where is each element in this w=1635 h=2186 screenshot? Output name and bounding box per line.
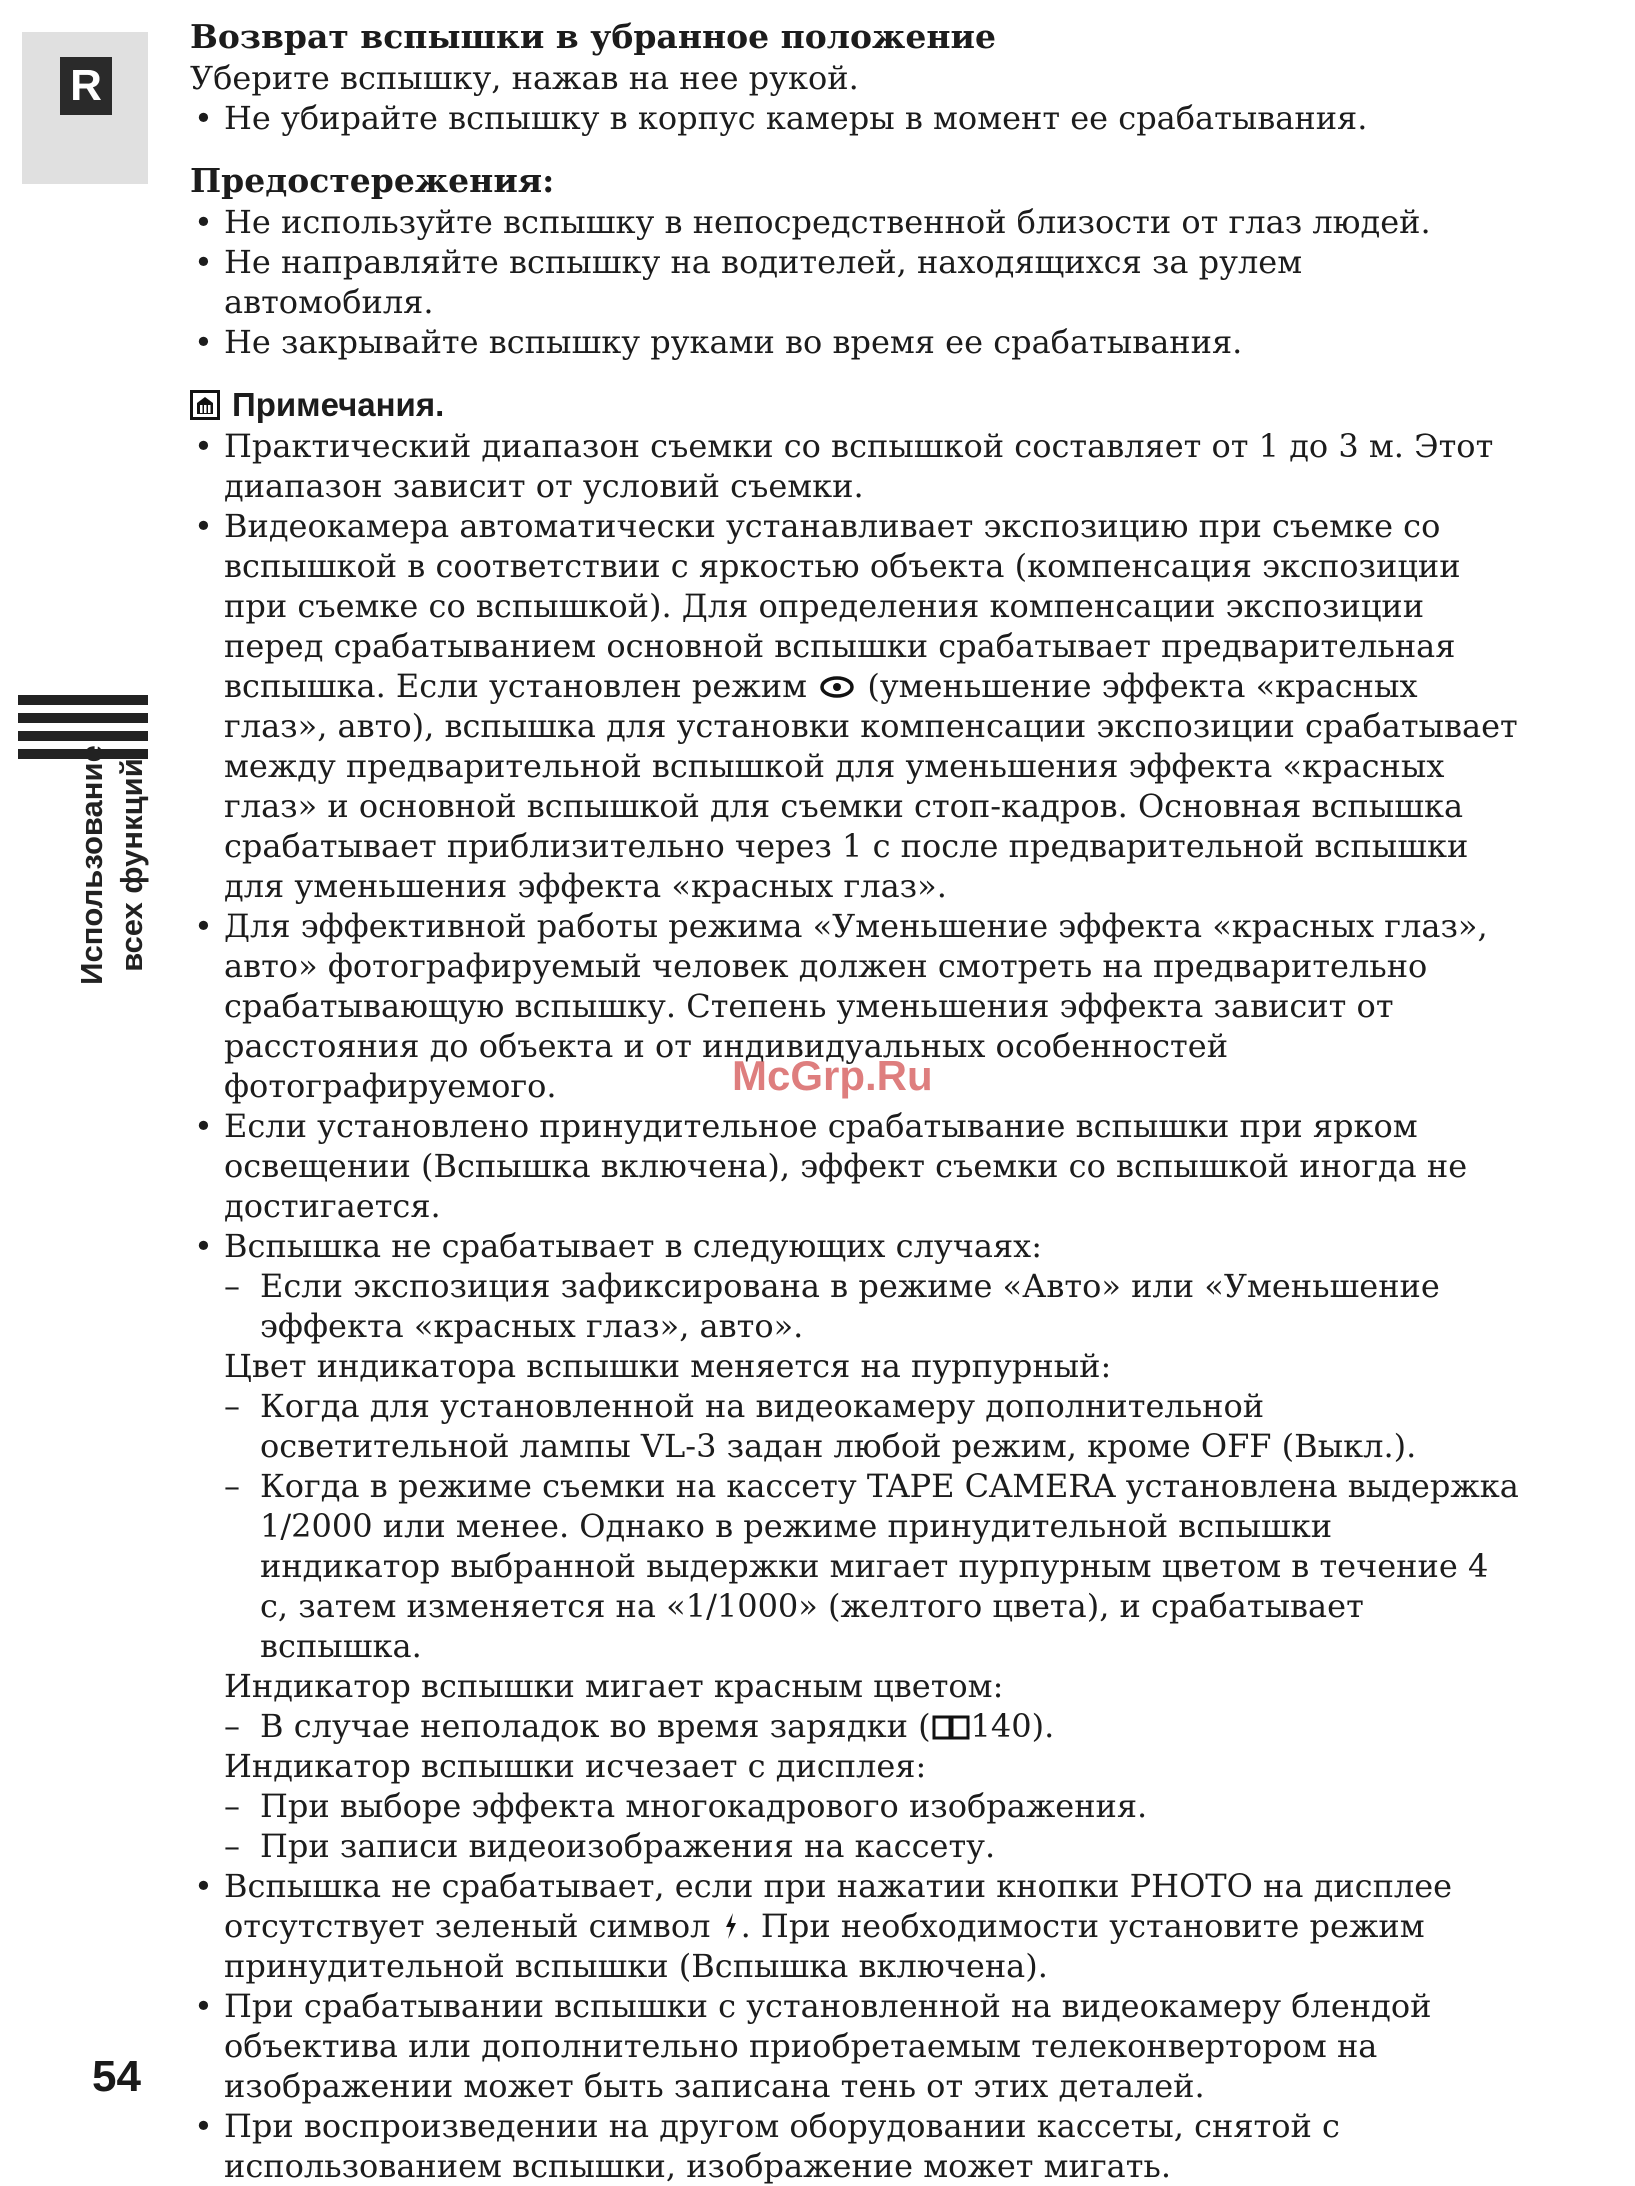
note-item: • При воспроизведении на другом оборудовании кассеты, снятой с использованием вспышки, изображение может мигать. [190, 2106, 1520, 2186]
note-subitem: – Когда в режиме съемки на кассету TAPE CAMERA установлена выдержка 1/2000 или менее. Однако в режиме принудительной вспышки индикатор выбранной выдержки мигает пурпурным цветом в течение 4 с, затем изменяется на «1/1000» (желтого цвета), и срабатывает вспышка. [224, 1467, 1519, 1665]
caution-item: • Не направляйте вспышку на водителей, находящихся за рулем автомобиля. [190, 242, 1520, 322]
note-subitem: – Если экспозиция зафиксирована в режиме «Авто» или «Уменьшение эффекта «красных глаз», авто». [224, 1267, 1440, 1345]
note-subitem: – Когда для установленной на видеокамеру дополнительной осветительной лампы VL-3 задан любой режим, кроме OFF (Выкл.). [224, 1387, 1417, 1465]
section-tab [22, 32, 148, 184]
notes-section [190, 384, 1520, 2186]
chapter-label-line1: Использование [74, 745, 109, 985]
note-text: Видеокамера автоматически устанавливает экспозицию при съемке со вспышкой в соответствии с яркостью объекта (компенсация экспозиции при съемке со вспышкой). Для определения компенсации экспозиции перед срабатыванием основной вспышки срабатывает предварительная вспышка. Если установлен режим [224, 507, 1461, 705]
note-item: • При срабатывании вспышки с установленной на видеокамеру блендой объектива или дополнительно приобретаемым телеконвертором на изображении может быть записана тень от этих деталей. [190, 1986, 1520, 2106]
watermark: McGrp.Ru [732, 1052, 933, 1099]
note-item: • Вспышка не срабатывает в следующих случаях: [190, 1226, 1520, 1266]
note-text: (уменьшение эффекта «красных глаз», авто), вспышка для установки компенсации экспозиции срабатывает между предварительной вспышкой для уменьшения эффекта «красных глаз» и основной вспышкой для съемки стоп-кадров. Основная вспышка срабатывает приблизительно через 1 с после предварительной вспышки для уменьшения эффекта «красных глаз». [224, 667, 1518, 905]
note-icon [190, 390, 220, 420]
note-item [190, 506, 1520, 906]
page-number: 54 [92, 2052, 141, 2101]
retract-text: Уберите вспышку, нажав на нее рукой. [190, 59, 859, 97]
note-item: • Практический диапазон съемки со вспышкой составляет от 1 до 3 м. Этот диапазон зависит от условий съемки. [190, 426, 1520, 506]
note-paragraph: Индикатор вспышки исчезает с дисплея: [224, 1747, 927, 1785]
caution-item: • Не закрывайте вспышку руками во время ее срабатывания. [190, 322, 1520, 362]
notes-heading [190, 384, 1520, 426]
book-reference-icon [931, 1713, 971, 1741]
note-paragraph: Цвет индикатора вспышки меняется на пурпурный: [224, 1347, 1112, 1385]
section-letter: R [60, 57, 112, 115]
note-item: • Для эффективной работы режима «Уменьшение эффекта «красных глаз», авто» фотографируемый человек должен смотреть на предварительно срабатывающую вспышку. Степень уменьшения эффекта зависит от расстояния до объекта и от индивидуальных особенностей фотографируемого. [190, 906, 1520, 1106]
retract-bullet: • Не убирайте вспышку в корпус камеры в момент ее срабатывания. [190, 98, 1520, 138]
retract-section [190, 16, 1520, 138]
chapter-label-line2: всех функций [114, 758, 149, 972]
note-item [190, 1866, 1520, 1986]
note-text: . При необходимости установите режим принудительной вспышки (Вспышка включена). [224, 1907, 1425, 1985]
chapter-label [72, 705, 182, 1025]
red-eye-icon [817, 674, 857, 700]
note-paragraph: Индикатор вспышки мигает красным цветом: [224, 1667, 1004, 1705]
notes-title: Примечания. [232, 386, 445, 423]
note-item: • Если установлено принудительное срабатывание вспышки при ярком освещении (Вспышка включена), эффект съемки со вспышкой иногда не достигается. [190, 1106, 1520, 1226]
note-subitem: – В случае неполадок во время зарядки ( 140). [224, 1707, 1055, 1745]
note-subitem: – При записи видеоизображения на кассету. [224, 1827, 996, 1865]
page-content [190, 16, 1520, 2186]
flash-icon [721, 1911, 741, 1941]
note-text: Вспышка не срабатывает, если при нажатии кнопки PHOTO на дисплее отсутствует зеленый символ [224, 1867, 1453, 1945]
note-subitem: – При выборе эффекта многокадрового изображения. [224, 1787, 1148, 1825]
cautions-section [190, 160, 1520, 362]
cautions-title: Предостережения: [190, 161, 555, 200]
retract-title: Возврат вспышки в убранное положение [190, 17, 997, 56]
caution-item: • Не используйте вспышку в непосредственной близости от глаз людей. [190, 202, 1520, 242]
